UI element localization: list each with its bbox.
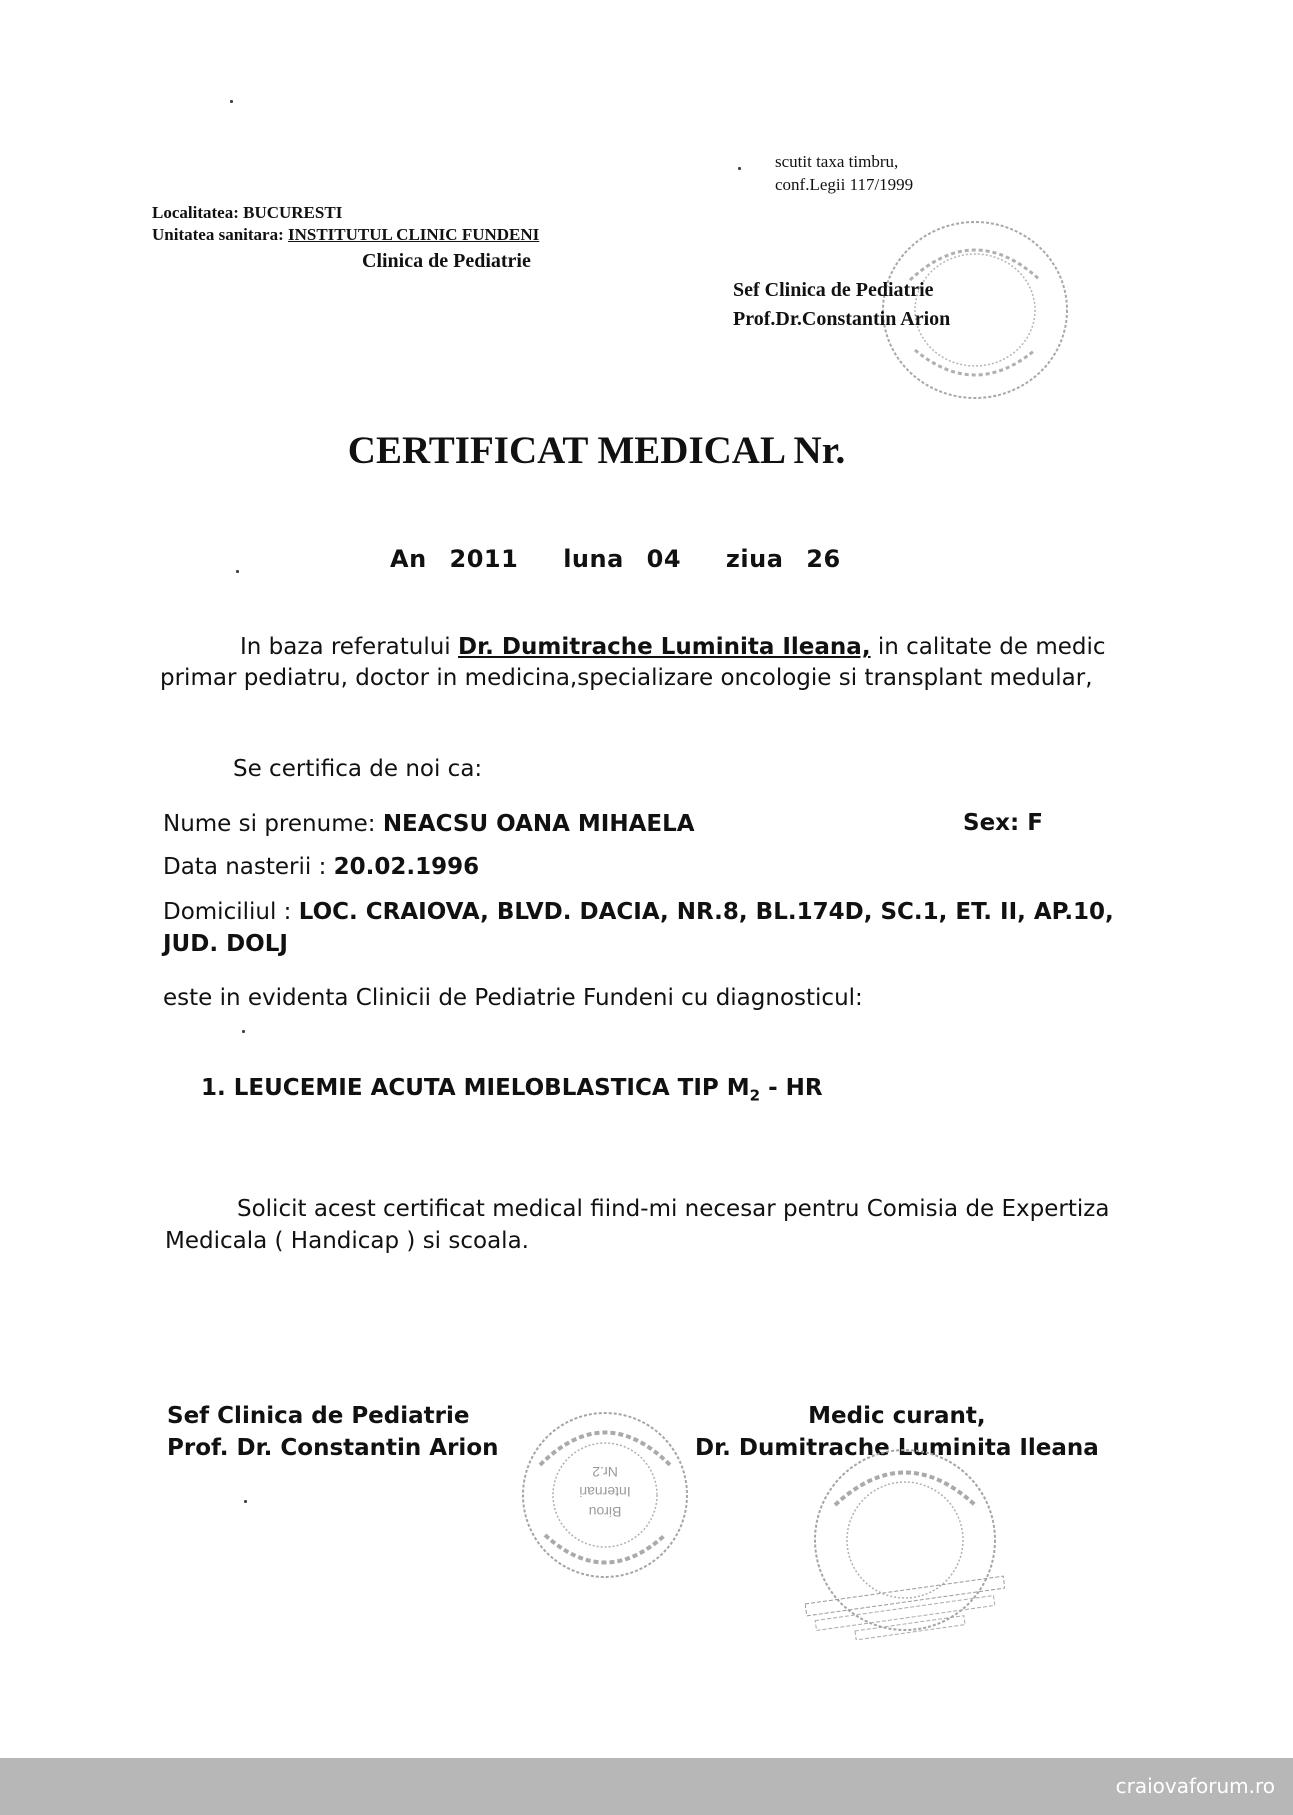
request-text: Solicit acest certificat medical fiind-mi necesar pentru Comisia de Expertiza Medicala ( Handicap ) si scoala. <box>165 1196 1110 1254</box>
diagnosis-suffix: - HR <box>760 1075 823 1101</box>
evidence-statement: este in evidenta Clinicii de Pediatrie Fundeni cu diagnosticul: <box>163 985 863 1011</box>
unit-value: INSTITUTUL CLINIC FUNDENI <box>287 225 540 244</box>
stamp-center-num: Nr.2 <box>592 1464 618 1480</box>
request-paragraph <box>165 1193 1125 1257</box>
sex-label: Sex: <box>963 810 1020 836</box>
issuer-header <box>152 202 539 272</box>
scan-speck <box>244 1500 247 1503</box>
signature-chief <box>167 1400 499 1464</box>
watermark-text[interactable]: craiovaforum.ro <box>1115 1774 1275 1798</box>
scan-speck <box>242 1030 245 1033</box>
signature-attending-title: Medic curant, <box>808 1403 986 1429</box>
birth-value: 20.02.1996 <box>333 854 480 880</box>
date-line <box>390 545 855 573</box>
signature-attending-name: Dr. Dumitrache Luminita Ileana <box>695 1435 1099 1461</box>
clinic-name: Clinica de Pediatrie <box>362 250 531 272</box>
scan-speck <box>738 167 741 170</box>
year-label: An <box>390 545 427 573</box>
diagnosis-number: 1. <box>201 1075 226 1101</box>
locality-value: BUCURESTI <box>243 203 343 222</box>
patient-sex <box>963 810 1043 836</box>
bottom-right-stamp <box>805 1440 1005 1640</box>
chief-title: Sef Clinica de Pediatrie <box>733 279 934 301</box>
referring-doctor: Dr. Dumitrache Luminita Ileana, <box>458 634 871 660</box>
locality-row <box>152 202 539 224</box>
footer-bar <box>0 1758 1293 1815</box>
month-label: luna <box>563 545 624 573</box>
tax-note-line1: scutit taxa timbru, <box>775 152 899 171</box>
signature-chief-title: Sef Clinica de Pediatrie <box>167 1403 470 1429</box>
bottom-left-stamp <box>515 1405 695 1585</box>
diagnosis <box>201 1075 823 1105</box>
certify-statement: Se certifica de noi ca: <box>233 756 483 782</box>
name-label: Nume si prenume: <box>163 811 376 837</box>
year-value: 2011 <box>449 545 519 573</box>
unit-label: Unitatea sanitara: <box>152 225 284 244</box>
patient-name-row <box>163 811 695 837</box>
scan-speck <box>230 100 233 103</box>
intro-suffix: in calitate de medic primar pediatru, doctor in medicina,specializare oncologie si transplant medular, <box>160 634 1106 691</box>
chief-header <box>733 276 950 334</box>
intro-paragraph <box>160 632 1140 694</box>
stamp-center-top: Birou <box>588 1504 622 1520</box>
signature-chief-name: Prof. Dr. Constantin Arion <box>167 1435 499 1461</box>
tax-note-line2: conf.Legii 117/1999 <box>775 175 914 194</box>
intro-prefix: In baza referatului <box>240 634 451 660</box>
month-value: 04 <box>646 545 682 573</box>
birth-label: Data nasterii : <box>163 854 327 880</box>
unit-row <box>152 224 539 246</box>
birth-date-row <box>163 854 479 880</box>
address-label: Domiciliul : <box>163 899 292 925</box>
address-row <box>163 896 1123 960</box>
document-title: CERTIFICAT MEDICAL Nr. <box>347 429 846 472</box>
scan-speck <box>236 570 239 573</box>
day-value: 26 <box>806 545 841 573</box>
day-label: ziua <box>725 545 784 573</box>
address-value: LOC. CRAIOVA, BLVD. DACIA, NR.8, BL.174D, SC.1, ET. II, AP.10, JUD. DOLJ <box>163 899 1114 957</box>
stamp-center-mid: Internari <box>579 1484 631 1500</box>
locality-label: Localitatea: <box>152 203 239 222</box>
name-value: NEACSU OANA MIHAELA <box>382 811 695 837</box>
diagnosis-text: LEUCEMIE ACUTA MIELOBLASTICA TIP M <box>233 1075 750 1101</box>
tax-exemption-note <box>775 150 913 196</box>
diagnosis-subscript: 2 <box>749 1086 761 1105</box>
chief-name: Prof.Dr.Constantin Arion <box>733 308 951 330</box>
sex-value: F <box>1027 810 1043 836</box>
